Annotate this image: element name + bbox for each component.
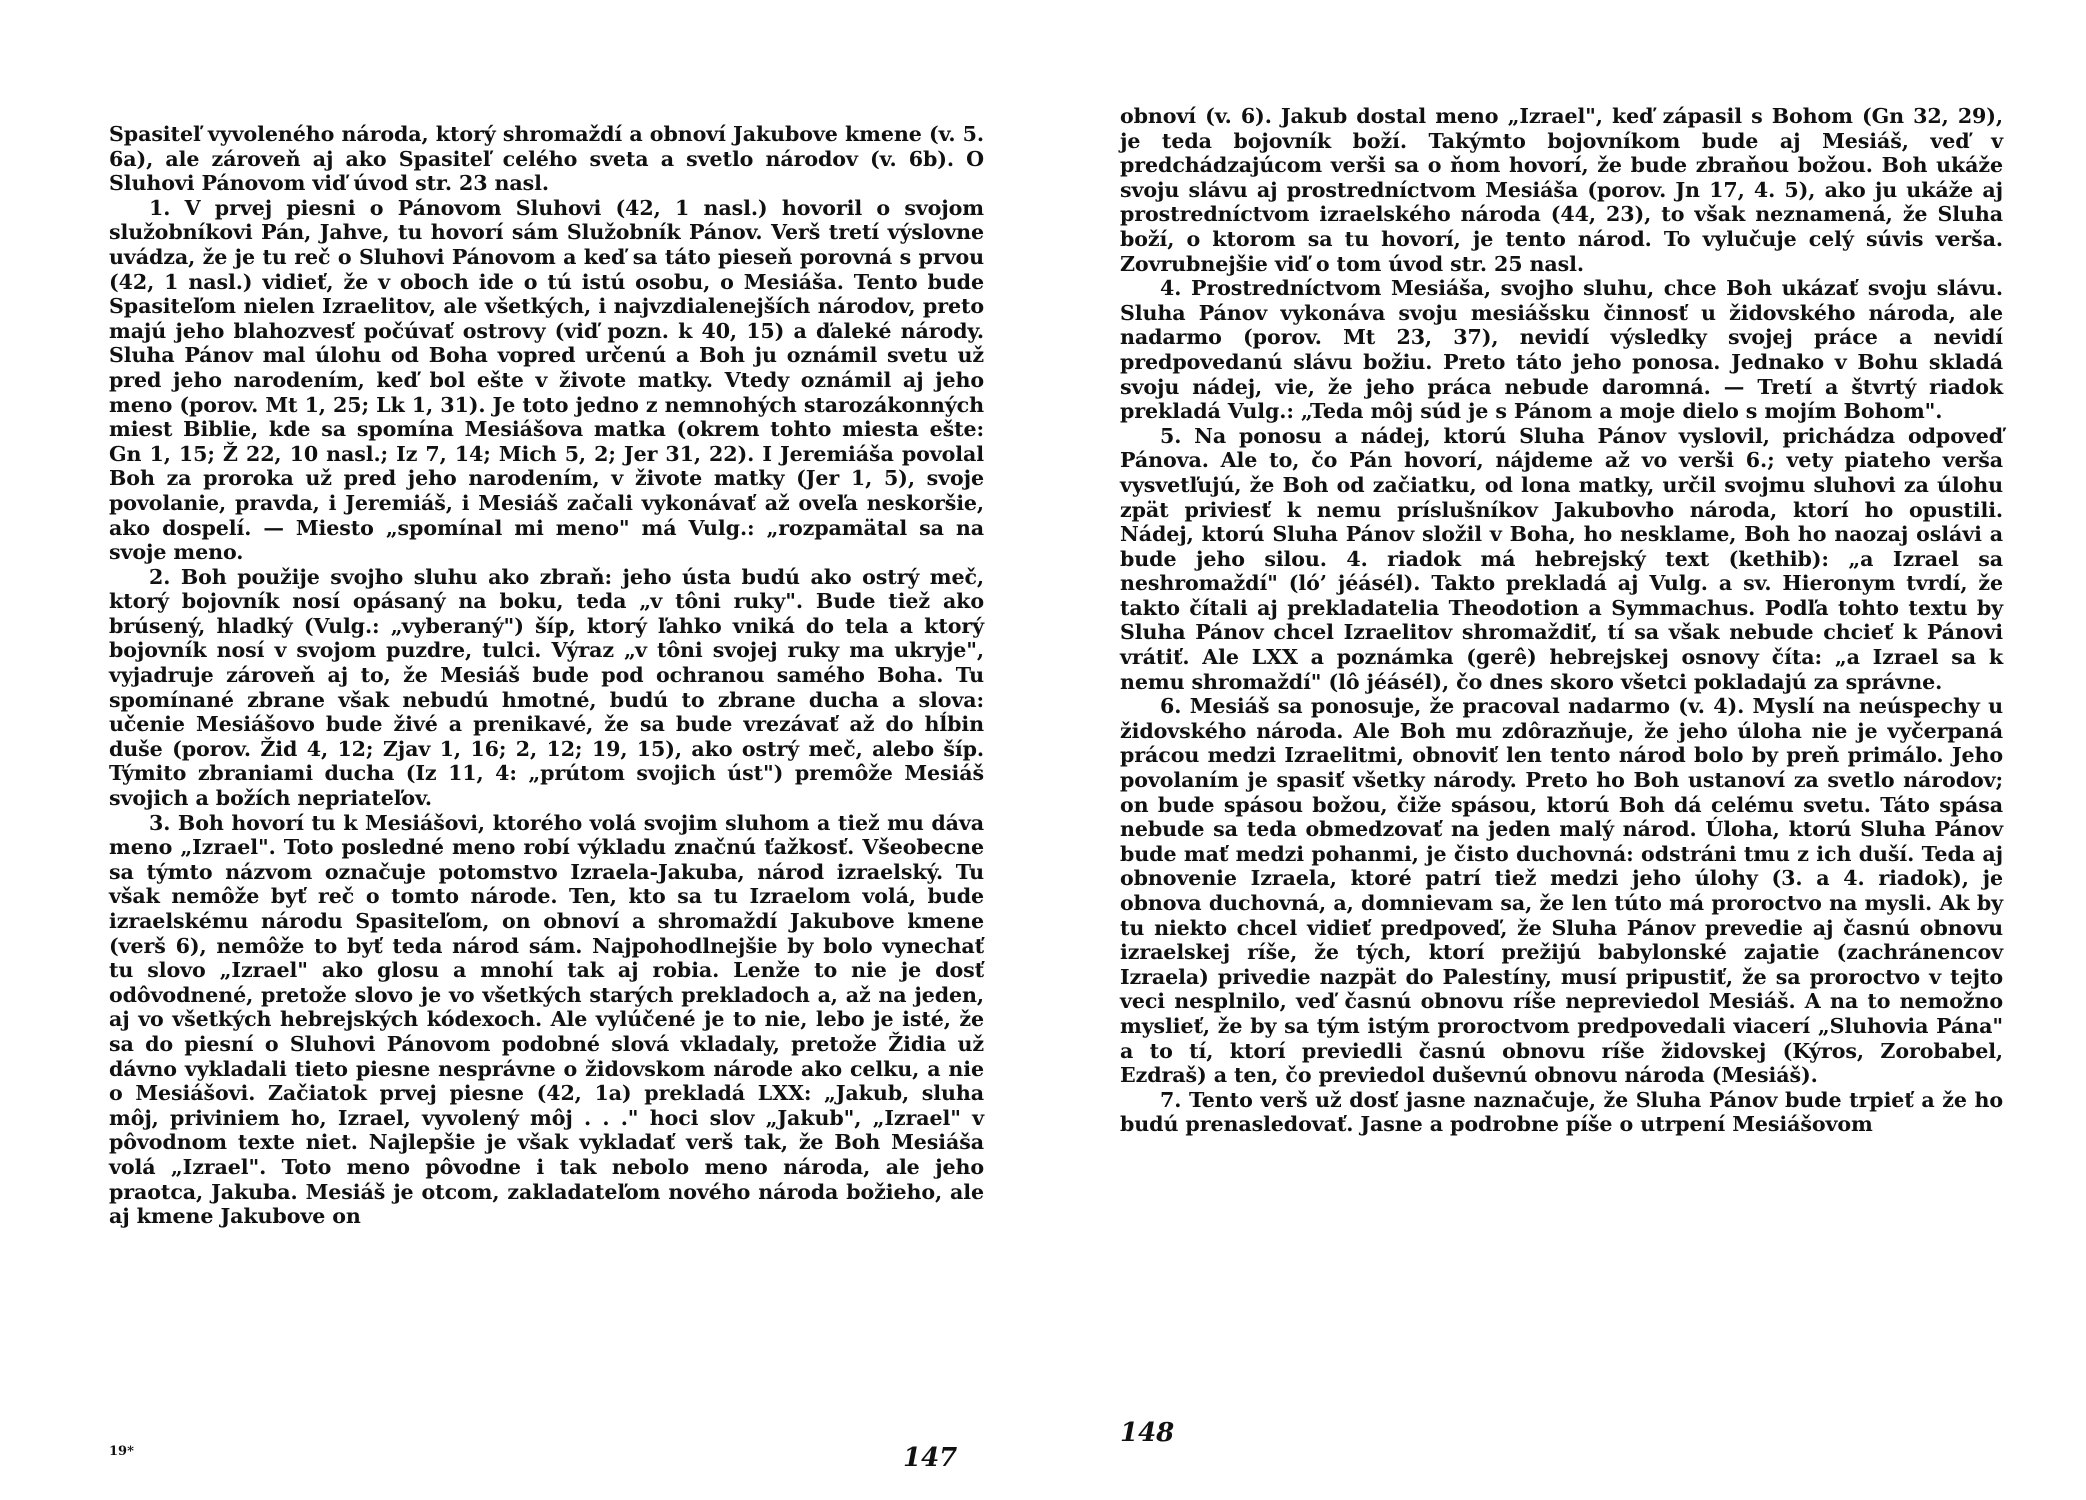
paragraph: 4. Prostredníctvom Mesiáša, svojho sluhu, chce Boh ukázať svoju slávu. Sluha Pánov vykonáva svoju mesiášsku činnosť u židovského národa, ale nadarmo (porov. Mt 23, 37), nevidí výsledky svojej práce a nevidí predpovedanú slávu božiu. Preto táto jeho ponosa. Jednako v Bohu skladá svoju nádej, vie, že jeho práca nebude daromná. — Tretí a štvrtý riadok prekladá Vulg.: „Teda môj súd je s Pánom a moje dielo s mojím Bohom". [1120,276,2003,424]
printer-signature-mark: 19* [109,1444,134,1459]
page-number: 147 [903,1443,958,1473]
paragraph: obnoví (v. 6). Jakub dostal meno „Izrael", keď zápasil s Bohom (Gn 32, 29), je teda bojovník boží. Takýmto bojovníkom bude aj Mesiáš, veď v predchádzajúcom verši sa o ňom hovorí, že bude zbraňou božou. Boh ukáže svoju slávu aj prostredníctvom Mesiáša (porov. Jn 17, 4. 5), ako ju ukáže aj prostredníctvom izraelského národa (44, 23), to však neznamená, že Sluha boží, o ktorom sa tu hovorí, je tento národ. To vylučuje celý súvis verša. Zovrubnejšie viď o tom úvod str. 25 nasl. [1120,104,2003,276]
paragraph: 2. Boh použije svojho sluhu ako zbraň: jeho ústa budú ako ostrý meč, ktorý bojovník nosí opásaný na boku, teda „v tôni ruky". Bude tiež ako brúsený, hladký (Vulg.: „vyberaný") šíp, ktorý ľahko vniká do tela a ktorý bojovník nosí v svojom puzdre, tulci. Výraz „v tôni svojej ruky ma ukryje", vyjadruje zároveň aj to, že Mesiáš bude pod ochranou samého Boha. Tu spomínané zbrane však nebudú hmotné, budú to zbrane ducha a slova: učenie Mesiášovo bude živé a prenikavé, že sa bude vrezávať až do hĺbin duše (porov. Žid 4, 12; Zjav 1, 16; 2, 12; 19, 15), ako ostrý meč, alebo šíp. Týmito zbraniami ducha (Iz 11, 4: „prútom svojich úst") premôže Mesiáš svojich a božích nepriateľov. [109,564,984,811]
paragraph: Spasiteľ vyvoleného národa, ktorý shromaždí a obnoví Jakubove kmene (v. 5. 6a), ale zároveň aj ako Spasiteľ celého sveta a svetlo národov (v. 6b). O Sluhovi Pánovom viď úvod str. 23 nasl. [109,122,984,196]
paragraph: 7. Tento verš už dosť jasne naznačuje, že Sluha Pánov bude trpieť a že ho budú prenasledovať. Jasne a podrobne píše o utrpení Mesiášovom [1120,1087,2003,1137]
paragraph: 5. Na ponosu a nádej, ktorú Sluha Pánov vyslovil, prichádza odpoveď Pánova. Ale to, čo Pán hovorí, nájdeme až vo verši 6.; vety piateho verša vysvetľujú, že Boh od začiatku, od lona matky, určil svojmu sluhovi za úlohu zpät priviesť k nemu príslušníkov Jakubovho národa, ktorí ho opustili. Nádej, ktorú Sluha Pánov složil v Boha, ho nesklame, Boh ho naozaj oslávi a bude jeho silou. 4. riadok má hebrejský text (kethib): „a Izrael sa neshromaždí" (ló’ jéásél). Takto prekladá aj Vulg. a sv. Hieronym tvrdí, že takto čítali aj prekladatelia Theodotion a Symmachus. Podľa tohto textu by Sluha Pánov chcel Izraelitov shromaždiť, tí sa však nebude chcieť k Pánovi vrátiť. Ale LXX a poznámka (gerê) hebrejskej osnovy číta: „a Izrael sa k nemu shromaždí" (lô jéásél), čo dnes skoro všetci pokladajú za správne. [1120,423,2003,694]
paragraph: 1. V prvej piesni o Pánovom Sluhovi (42, 1 nasl.) hovoril o svojom služobníkovi Pán, Jahve, tu hovorí sám Služobník Pánov. Verš tretí výslovne uvádza, že je tu reč o Sluhovi Pánovom a keď sa táto pieseň porovná s prvou (42, 1 nasl.) vidieť, že v oboch ide o tú istú osobu, o Mesiáša. Tento bude Spasiteľom nielen Izraelitov, ale všetkých, i najvzdialenejších národov, preto majú jeho blahozvesť počúvať ostrovy (viď pozn. k 40, 15) a ďaleké národy. Sluha Pánov mal úlohu od Boha vopred určenú a Boh ju oznámil svetu už pred jeho narodením, keď bol ešte v živote matky. Vtedy oznámil aj jeho meno (porov. Mt 1, 25; Lk 1, 31). Je toto jedno z nemnohých starozákonných miest Biblie, kde sa spomína Mesiášova matka (okrem tohto miesta ešte: Gn 1, 15; Ž 22, 10 nasl.; Iz 7, 14; Mich 5, 2; Jer 31, 22). I Jeremiáša povolal Boh za proroka už pred jeho narodením, v živote matky (Jer 1, 5), svoje povolanie, pravda, i Jeremiáš, i Mesiáš začali vykonávať až oveľa neskoršie, ako dospelí. — Miesto „spomínal mi meno" má Vulg.: „rozpamätal sa na svoje meno. [109,195,984,565]
paragraph: 3. Boh hovorí tu k Mesiášovi, ktorého volá svojim sluhom a tiež mu dáva meno „Izrael". Toto posledné meno robí výkladu značnú ťažkosť. Všeobecne sa týmto názvom označuje potomstvo Izraela-Jakuba, národ izraelský. Tu však nemôže byť reč o tomto národe. Ten, kto sa tu Izraelom volá, bude izraelskému národu Spasiteľom, on obnoví a shromaždí Jakubove kmene (verš 6), nemôže to byť teda národ sám. Najpohodlnejšie by bolo vynechať tu slovo „Izrael" ako glosu a mnohí tak aj robia. Lenže to nie je dosť odôvodnené, pretože slovo je vo všetkých starých prekladoch a, až na jeden, aj vo všetkých hebrejských kódexoch. Ale vylúčené je to nie, lebo je isté, že sa do piesní o Sluhovi Pánovom podobné slová vkladaly, pretože Židia už dávno vykladali tieto piesne nesprávne o židovskom národe ako celku, a nie o Mesiášovi. Začiatok prvej piesne (42, 1a) prekladá LXX: „Jakub, sluha môj, priviniem ho, Izrael, vyvolený môj . . ." hoci slov „Jakub", „Izrael" v pôvodnom texte niet. Najlepšie je však vykladať verš tak, že Boh Mesiáša volá „Izrael". Toto meno pôvodne i tak nebolo meno národa, ale jeho praotca, Jakuba. Mesiáš je otcom, zakladateľom nového národa božieho, ale aj kmene Jakubove on [109,810,984,1229]
right-page [1043,0,2086,1500]
left-page-text-column [109,122,984,1229]
page-number: 148 [1120,1418,1175,1448]
right-page-text-column [1120,104,2003,1137]
paragraph: 6. Mesiáš sa ponosuje, že pracoval nadarmo (v. 4). Myslí na neúspechy u židovského národa. Ale Boh mu zdôrazňuje, že jeho úloha nie je vyčerpaná prácou medzi Izraelitmi, obnoviť len tento národ bolo by preň primálo. Jeho povolaním je spasiť všetky národy. Preto ho Boh ustanoví za svetlo národov; on bude spásou božou, čiže spásou, ktorú Boh dá celému svetu. Táto spása nebude sa teda obmedzovať na jeden malý národ. Úloha, ktorú Sluha Pánov bude mať medzi pohanmi, je čisto duchovná: odstráni tmu z ich duší. Teda aj obnovenie Izraela, ktoré patrí tiež medzi jeho úlohy (3. a 4. riadok), je obnova duchovná, a, domnievam sa, že len túto má proroctvo na mysli. Ak by tu niekto chcel vidieť predpoveď, že Sluha Pánov prevedie aj časnú obnovu izraelskej ríše, že tých, ktorí prežijú babylonské zajatie (zachránencov Izraela) privedie nazpät do Palestíny, musí pripustiť, že sa proroctvo v tejto veci nesplnilo, veď časnú obnovu ríše nepreviedol Mesiáš. A na to nemožno myslieť, že by sa tým istým proroctvom predpovedali viacerí „Sluhovia Pána" a to tí, ktorí previedli časnú obnovu ríše židovskej (Kýros, Zorobabel, Ezdraš) a ten, čo previedol duševnú obnovu národa (Mesiáš). [1120,694,2003,1088]
